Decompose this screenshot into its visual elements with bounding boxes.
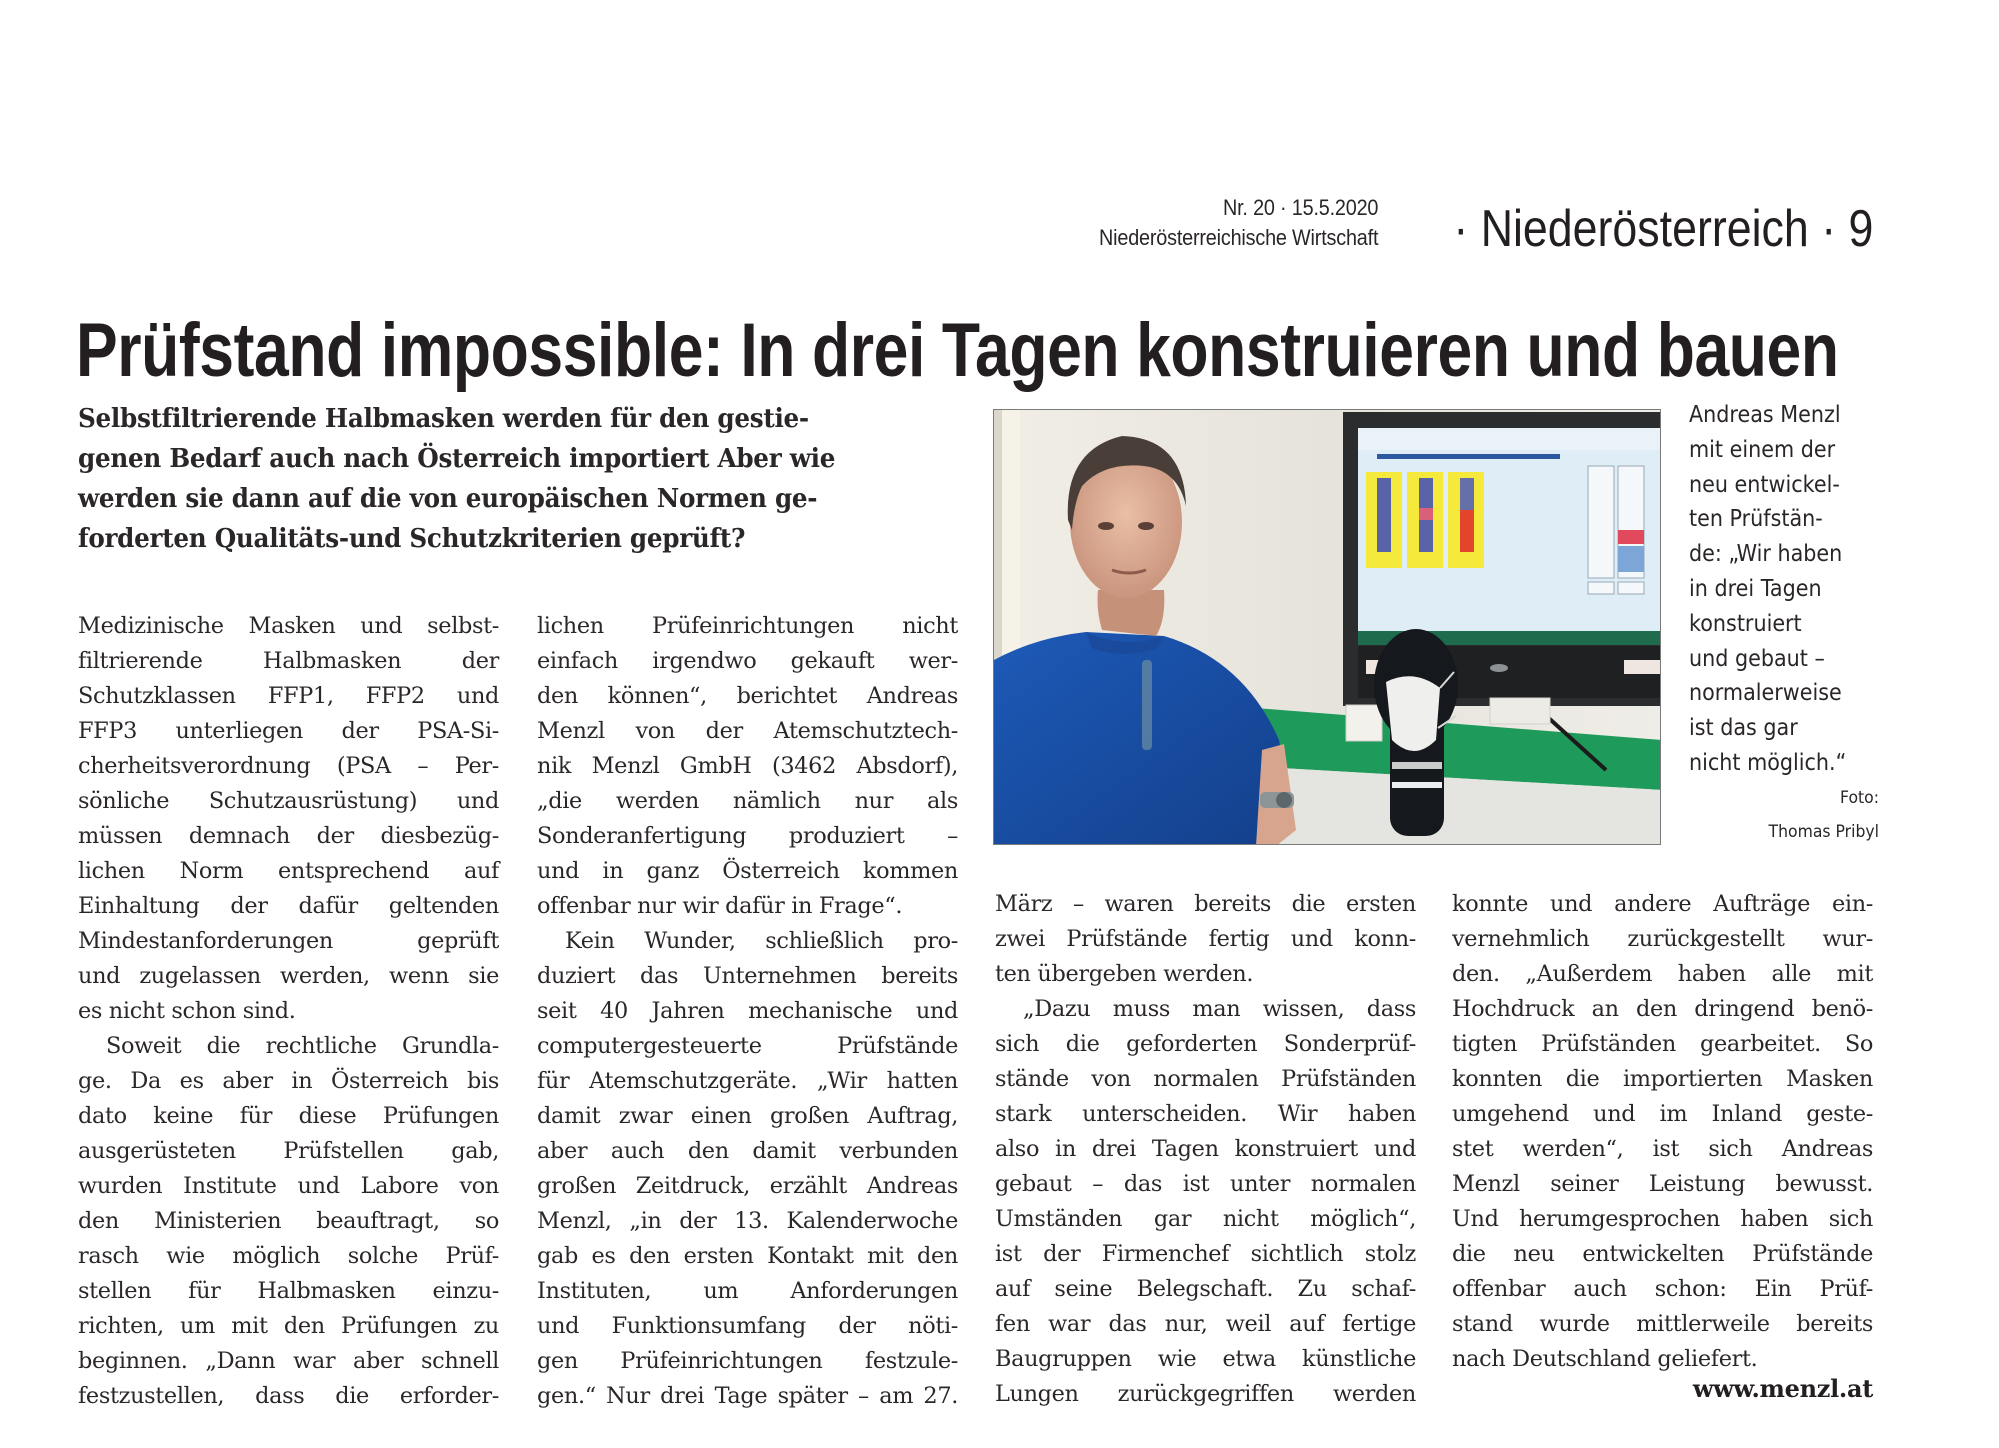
body-text-line: stet werden“, ist sich Andreas: [1452, 1136, 1873, 1162]
section-page-label: · Niederösterreich · 9: [1452, 200, 1873, 258]
body-text-line: fen war das nur, weil auf fertige: [995, 1311, 1416, 1337]
body-column-4: [1452, 887, 1873, 1377]
body-text-line: richten, um mit den Prüfungen zu: [78, 1313, 499, 1339]
body-text-line: dato keine für diese Prüfungen: [78, 1103, 499, 1129]
body-text-line: beginnen. „Dann war aber schnell: [78, 1348, 499, 1374]
body-text-line: Soweit die rechtliche Grundla-: [106, 1033, 499, 1059]
body-text-line: stand wurde mittlerweile bereits: [1452, 1311, 1873, 1337]
body-text-line: filtrierende Halbmasken der: [78, 648, 499, 674]
body-text-line: den Ministerien beauftragt, so: [78, 1208, 499, 1234]
body-text-line: lichen Prüfeinrichtungen nicht: [537, 613, 958, 639]
body-text-line: lichen Norm entsprechend auf: [78, 858, 499, 884]
body-text-line: Medizinische Masken und selbst-: [78, 613, 499, 639]
body-text-line: Menzl seiner Leistung bewusst.: [1452, 1171, 1873, 1197]
body-text-line: auf seine Belegschaft. Zu schaf-: [995, 1276, 1416, 1302]
caption-line: ten Prüfstän-: [1689, 506, 1823, 533]
body-column-3: [995, 887, 1416, 1412]
deck-line: Selbstfiltrierende Halbmasken werden für den gestie-: [78, 403, 809, 434]
body-text-line: und zugelassen werden, wenn sie: [78, 963, 499, 989]
deck: [78, 399, 958, 559]
body-text-line: sich die geforderten Sonderprüf-: [995, 1031, 1416, 1057]
article-photo: [993, 409, 1661, 845]
caption-line: in drei Tagen: [1689, 575, 1822, 602]
body-text-line: duziert das Unternehmen bereits: [537, 963, 958, 989]
caption-line: normalerweise: [1689, 680, 1842, 707]
publication-name: Niederösterreichische Wirtschaft: [1099, 225, 1379, 250]
deck-line: forderten Qualitäts-und Schutzkriterien geprüft?: [78, 523, 746, 554]
body-column-2: [537, 609, 958, 1414]
caption-line: ist das gar: [1689, 715, 1798, 742]
photo-caption: [1689, 398, 1879, 849]
body-text-line: nach Deutschland geliefert.: [1452, 1346, 1758, 1372]
body-text-line: den können“, berichtet Andreas: [537, 683, 958, 709]
body-text-line: „Dazu muss man wissen, dass: [1023, 996, 1416, 1022]
caption-line: Andreas Menzl: [1689, 402, 1841, 428]
body-text-line: Kein Wunder, schließlich pro-: [565, 928, 958, 954]
issue-meta: [1099, 193, 1378, 253]
body-text-line: den. „Außerdem haben alle mit: [1452, 961, 1873, 987]
body-text-line: Umständen gar nicht möglich“,: [995, 1206, 1416, 1232]
body-text-line: Schutzklassen FFP1, FFP2 und: [78, 683, 499, 709]
issue-number-date: Nr. 20 · 15.5.2020: [1223, 195, 1379, 220]
caption-line: neu entwickel-: [1689, 471, 1840, 498]
body-text-line: Und herumgesprochen haben sich: [1452, 1206, 1873, 1232]
company-website-link[interactable]: www.menzl.at: [1692, 1374, 1873, 1403]
body-text-line: zwei Prüfstände fertig und konn-: [995, 926, 1416, 952]
body-text-line: gen.“ Nur drei Tage später – am 27.: [537, 1383, 958, 1409]
body-text-line: großen Zeitdruck, erzählt Andreas: [537, 1173, 958, 1199]
body-text-line: es nicht schon sind.: [78, 998, 296, 1024]
body-text-line: offenbar nur wir dafür in Frage“.: [537, 893, 903, 919]
body-text-line: gab es den ersten Kontakt mit den: [537, 1243, 958, 1269]
body-text-line: Hochdruck an den dringend benö-: [1452, 996, 1873, 1022]
photo-illustration: [994, 410, 1661, 845]
caption-line: de: „Wir haben: [1689, 541, 1843, 568]
body-text-line: Lungen zurückgegriffen werden: [995, 1381, 1416, 1407]
body-text-line: die neu entwickelten Prüfstände: [1452, 1241, 1873, 1267]
photo-credit: [1689, 781, 1879, 849]
body-text-line: ten übergeben werden.: [995, 961, 1254, 987]
body-text-line: Mindestanforderungen geprüft: [78, 928, 499, 954]
body-text-line: „die werden nämlich nur als: [537, 788, 958, 814]
body-text-line: stellen für Halbmasken einzu-: [78, 1278, 499, 1304]
body-text-line: müssen demnach der diesbezüg-: [78, 823, 499, 849]
body-text-line: ausgerüsteten Prüfstellen gab,: [78, 1138, 499, 1164]
body-text-line: konnte und andere Aufträge ein-: [1452, 891, 1873, 917]
body-text-line: also in drei Tagen konstruiert und: [995, 1136, 1416, 1162]
body-text-line: computergesteuerte Prüfstände: [537, 1033, 958, 1059]
body-text-line: Menzl von der Atemschutztech-: [537, 718, 958, 744]
body-text-line: nik Menzl GmbH (3462 Absdorf),: [537, 753, 958, 779]
caption-line: und gebaut –: [1689, 645, 1825, 672]
body-text-line: gen Prüfeinrichtungen festzule-: [537, 1348, 958, 1374]
body-text-line: Baugruppen wie etwa künstliche: [995, 1346, 1416, 1372]
body-text-line: Einhaltung der dafür geltenden: [78, 893, 499, 919]
body-text-line: stände von normalen Prüfständen: [995, 1066, 1416, 1092]
body-text-line: gebaut – das ist unter normalen: [995, 1171, 1416, 1197]
body-text-line: Instituten, um Anforderungen: [537, 1278, 958, 1304]
body-text-line: aber auch den damit verbunden: [537, 1138, 958, 1164]
body-text-line: seit 40 Jahren mechanische und: [537, 998, 958, 1024]
body-text-line: März – waren bereits die ersten: [995, 891, 1416, 917]
deck-line: werden sie dann auf die von europäischen Normen ge-: [78, 483, 818, 514]
body-text-line: offenbar auch schon: Ein Prüf-: [1452, 1276, 1873, 1302]
caption-line: konstruiert: [1689, 610, 1802, 637]
body-text-line: cherheitsverordnung (PSA – Per-: [78, 753, 499, 779]
body-text-line: einfach irgendwo gekauft wer-: [537, 648, 958, 674]
photo-credit-label: Foto:: [1840, 787, 1879, 808]
body-text-line: damit zwar einen großen Auftrag,: [537, 1103, 958, 1129]
body-text-line: Sonderanfertigung produziert –: [537, 823, 958, 849]
photo-credit-name: Thomas Pribyl: [1768, 821, 1879, 842]
body-text-line: stark unterscheiden. Wir haben: [995, 1101, 1416, 1127]
headline: Prüfstand impossible: In drei Tagen konstruieren und bauen: [76, 308, 1839, 393]
masthead: [1068, 193, 1873, 258]
body-column-1: [78, 609, 499, 1414]
body-text-line: sönliche Schutzausrüstung) und: [78, 788, 499, 814]
body-text-line: ist der Firmenchef sichtlich stolz: [995, 1241, 1416, 1267]
body-text-line: und in ganz Österreich kommen: [537, 858, 958, 884]
body-text-line: konnten die importierten Masken: [1452, 1066, 1873, 1092]
body-text-line: festzustellen, dass die erforder-: [78, 1383, 499, 1409]
body-text-line: vernehmlich zurückgestellt wur-: [1452, 926, 1873, 952]
body-text-line: FFP3 unterliegen der PSA-Si-: [78, 718, 499, 744]
body-text-line: wurden Institute und Labore von: [78, 1173, 499, 1199]
caption-line: nicht möglich.“: [1689, 749, 1847, 776]
body-text-line: ge. Da es aber in Österreich bis: [78, 1068, 499, 1094]
body-text-line: rasch wie möglich solche Prüf-: [78, 1243, 499, 1269]
caption-line: mit einem der: [1689, 436, 1836, 463]
body-text-line: tigten Prüfständen gearbeitet. So: [1452, 1031, 1873, 1057]
body-text-line: umgehend und im Inland geste-: [1452, 1101, 1873, 1127]
body-text-line: und Funktionsumfang der nöti-: [537, 1313, 958, 1339]
body-text-line: Menzl, „in der 13. Kalenderwoche: [537, 1208, 958, 1234]
deck-line: genen Bedarf auch nach Österreich importiert Aber wie: [78, 443, 836, 474]
body-text-line: für Atemschutzgeräte. „Wir hatten: [537, 1068, 958, 1094]
